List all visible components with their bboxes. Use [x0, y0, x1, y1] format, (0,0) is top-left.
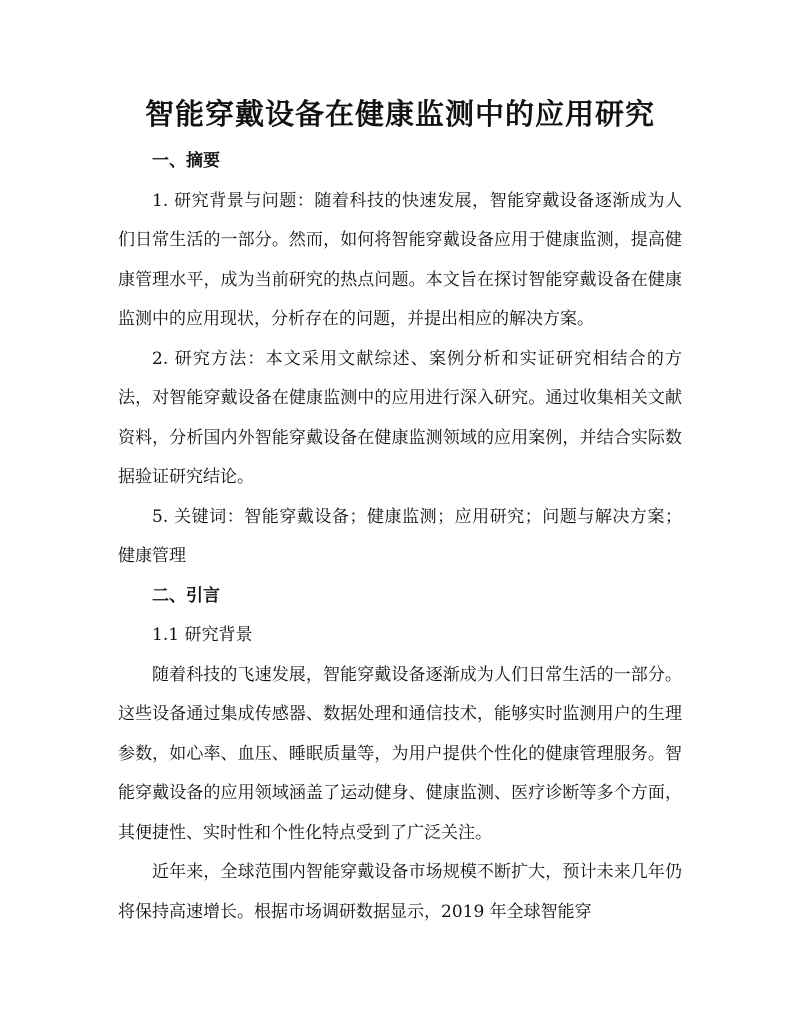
document-body [118, 142, 682, 932]
subsection-heading-background: 1.1 研究背景 [152, 625, 253, 645]
section-heading-introduction: 二、引言 [152, 585, 220, 606]
abstract-paragraph-background: 1. 研究背景与问题：随着科技的快速发展，智能穿戴设备逐渐成为人们日常生活的一部分。然而，如何将智能穿戴设备应用于健康监测，提高健康管理水平，成为当前研究的热点问题。本文旨在探讨智能穿戴设备在健康监测中的应用现状，分析存在的问题，并提出相应的解决方案。 [118, 190, 682, 329]
abstract-paragraph-keywords: 5. 关键词：智能穿戴设备；健康监测；应用研究；问题与解决方案；健康管理 [118, 506, 682, 566]
abstract-paragraph-method: 2. 研究方法：本文采用文献综述、案例分析和实证研究相结合的方法，对智能穿戴设备在健康监测中的应用进行深入研究。通过收集相关文献资料，分析国内外智能穿戴设备在健康监测领域的应用案例，并结合实际数据验证研究结论。 [118, 348, 682, 487]
section-heading-abstract: 一、摘要 [152, 151, 220, 171]
intro-paragraph-1: 随着科技的飞速发展，智能穿戴设备逐渐成为人们日常生活的一部分。这些设备通过集成传感器、数据处理和通信技术，能够实时监测用户的生理参数，如心率、血压、睡眠质量等，为用户提供个性化的健康管理服务。智能穿戴设备的应用领域涵盖了运动健身、健康监测、医疗诊断等多个方面，其便捷性、实时性和个性化特点受到了广泛关注。 [118, 664, 682, 843]
intro-paragraph-2: 近年来，全球范围内智能穿戴设备市场规模不断扩大，预计未来几年仍将保持高速增长。根据市场调研数据显示，2019 年全球智能穿 [118, 862, 682, 922]
document-title: 智能穿戴设备在健康监测中的应用研究 [144, 97, 655, 131]
